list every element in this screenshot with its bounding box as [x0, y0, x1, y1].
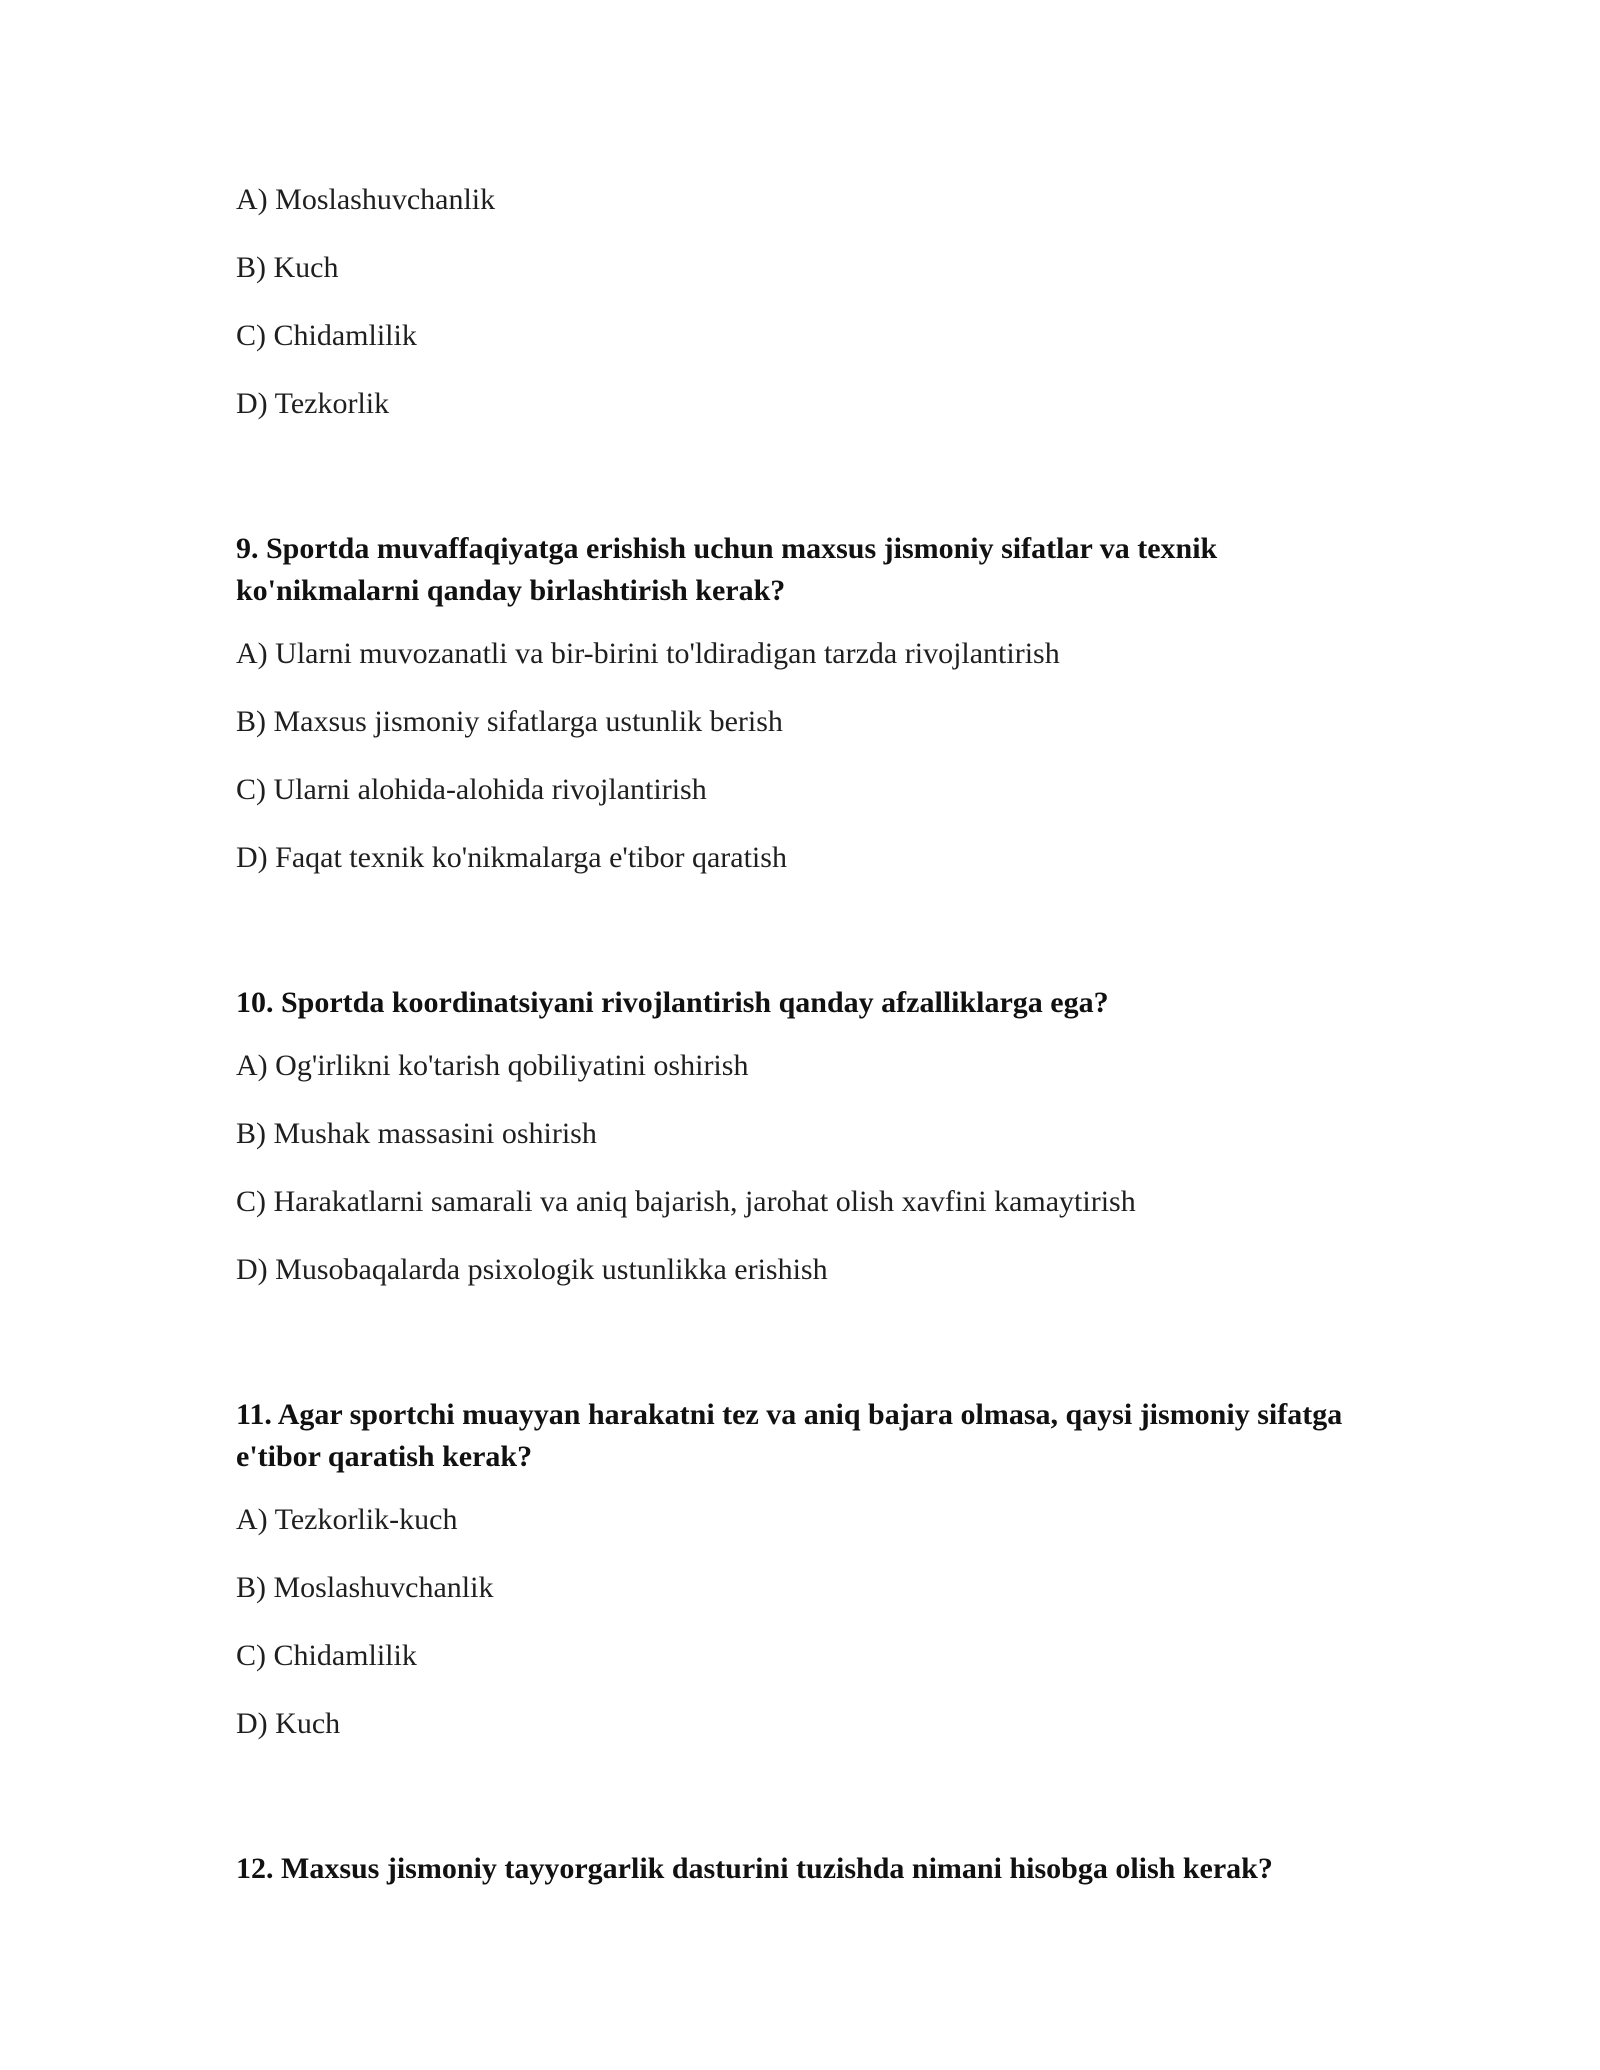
option-d: D) Faqat texnik ko'nikmalarga e'tibor qaratish [236, 841, 787, 874]
question-block-10 [236, 982, 1376, 1288]
document-content [236, 182, 1376, 1914]
option-b: B) Mushak massasini oshirish [236, 1117, 597, 1150]
option-a: A) Tezkorlik-kuch [236, 1503, 458, 1536]
option-a: A) Moslashuvchanlik [236, 183, 496, 216]
option-c: C) Chidamlilik [236, 1639, 417, 1672]
question-text: 10. Sportda koordinatsiyani rivojlantirish qanday afzalliklarga ega? [236, 986, 1109, 1019]
option-c: C) Chidamlilik [236, 319, 417, 352]
option-b: B) Kuch [236, 251, 339, 284]
spacer [236, 1320, 1376, 1394]
spacer [236, 908, 1376, 982]
question-block-11 [236, 1394, 1376, 1742]
option-d: D) Kuch [236, 1707, 341, 1740]
option-d: D) Tezkorlik [236, 387, 390, 420]
option-d: D) Musobaqalarda psixologik ustunlikka erishish [236, 1253, 828, 1286]
question-text: 12. Maxsus jismoniy tayyorgarlik dasturini tuzishda nimani hisobga olish kerak? [236, 1852, 1273, 1885]
option-b: B) Maxsus jismoniy sifatlarga ustunlik berish [236, 705, 783, 738]
intro-options [236, 182, 1376, 422]
question-text: 11. Agar sportchi muayyan harakatni tez va aniq bajara olmasa, qaysi jismoniy sifatga e'tibor qaratish kerak? [236, 1398, 1343, 1473]
spacer [236, 454, 1376, 528]
question-block-9 [236, 528, 1376, 876]
option-c: C) Ularni alohida-alohida rivojlantirish [236, 773, 707, 806]
question-text: 9. Sportda muvaffaqiyatga erishish uchun maxsus jismoniy sifatlar va texnik ko'nikmalarni qanday birlashtirish kerak? [236, 532, 1218, 607]
option-a: A) Ularni muvozanatli va bir-birini to'ldiradigan tarzda rivojlantirish [236, 637, 1060, 670]
option-b: B) Moslashuvchanlik [236, 1571, 494, 1604]
option-c: C) Harakatlarni samarali va aniq bajarish, jarohat olish xavfini kamaytirish [236, 1185, 1136, 1218]
question-block-12 [236, 1848, 1376, 1890]
option-a: A) Og'irlikni ko'tarish qobiliyatini oshirish [236, 1049, 749, 1082]
spacer [236, 1774, 1376, 1848]
